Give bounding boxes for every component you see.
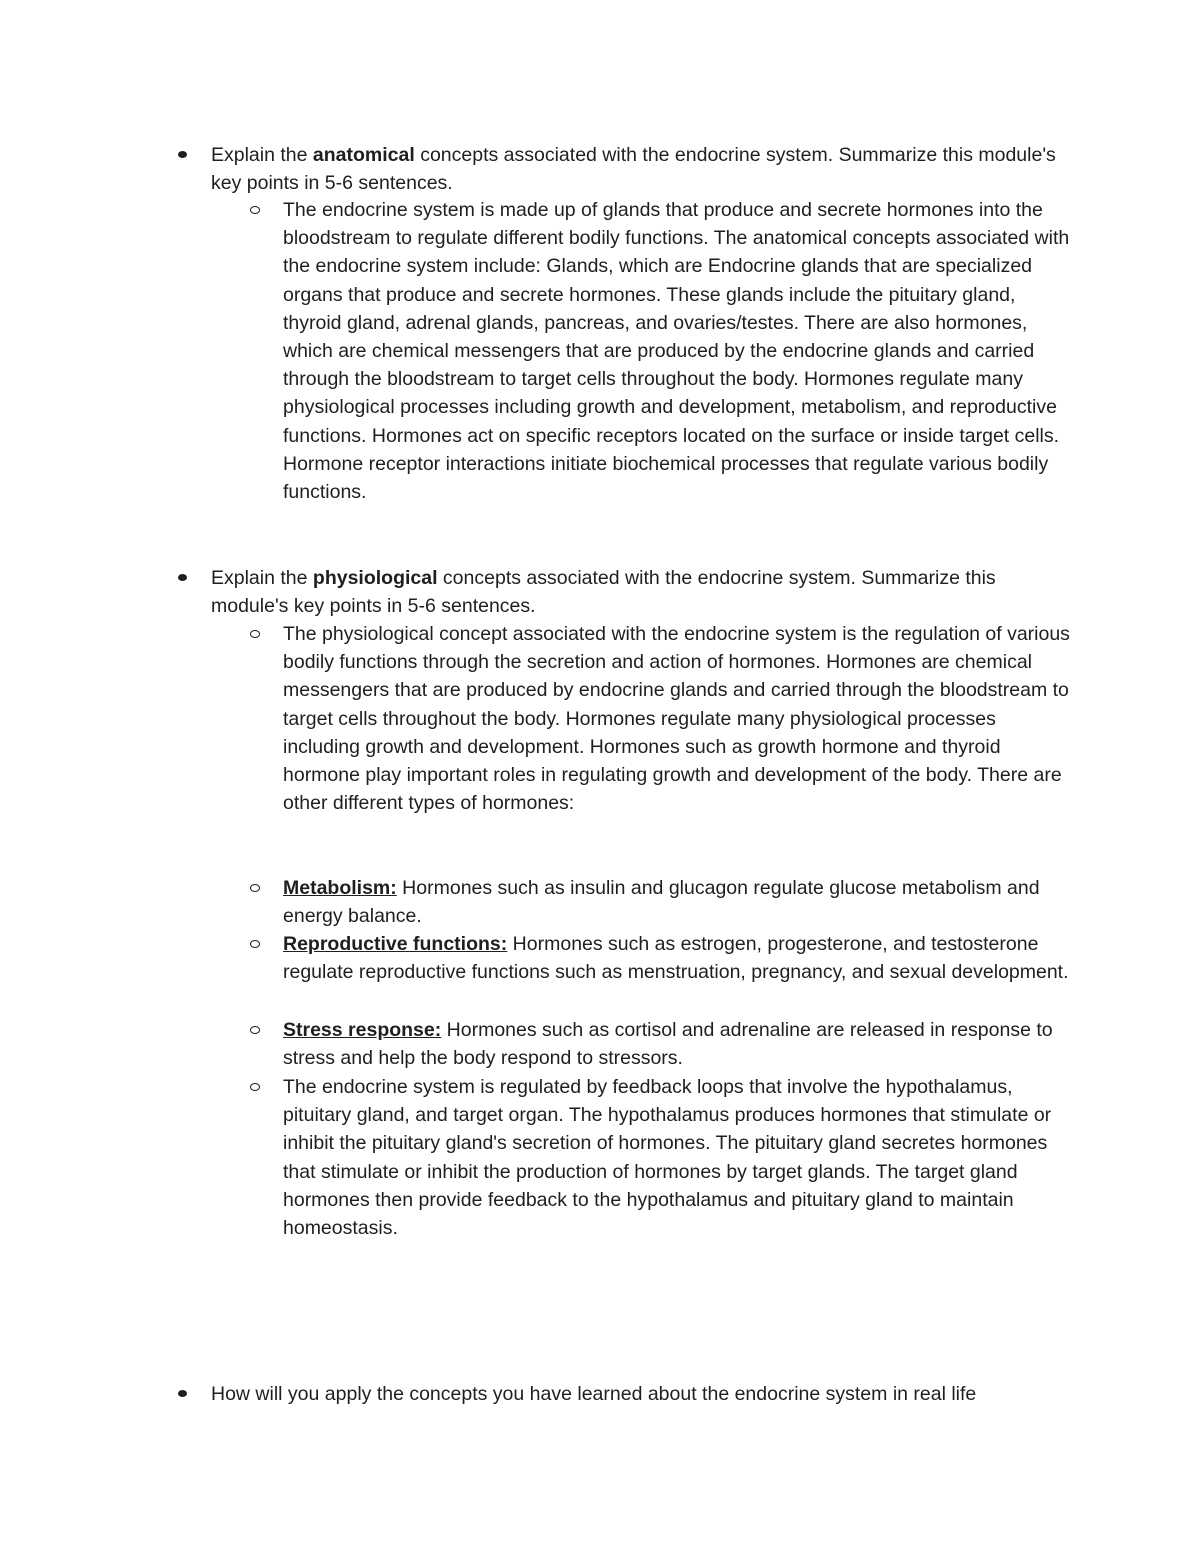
hormone-type-text: Hormones such as estrogen, progesterone, and testosterone regulate reproductive functions such as menstruation, pregnancy, and sexual development. bbox=[283, 933, 1069, 984]
answer-text: The physiological concept associated with the endocrine system is the regulation of various bodily functions through the secretion and action of hormones. Hormones are chemical messengers that are produced by endocrine glands and carried through the bloodstream to target cells throughout the body. Hormones regulate many physiological processes including growth and development. Hormones such as growth hormone and thyroid hormone play important roles in regulating growth and development of the body. There are other different types of hormones: bbox=[283, 623, 1070, 815]
bullet-icon bbox=[178, 1390, 187, 1397]
question-application bbox=[211, 1380, 1071, 1408]
sub-bullet-icon bbox=[250, 1083, 260, 1091]
hormone-type-term: Reproductive functions: bbox=[283, 933, 508, 955]
hormone-type-text: Hormones such as insulin and glucagon regulate glucose metabolism and energy balance. bbox=[283, 877, 1040, 928]
question-keyword: physiological bbox=[312, 567, 438, 589]
question-keyword: anatomical bbox=[312, 144, 415, 166]
hormone-type-reproductive bbox=[283, 930, 1073, 986]
question-suffix: concepts associated with the endocrine system. Summarize this module's key points in 5-6 sentences. bbox=[211, 144, 1056, 195]
question-prefix: Explain the bbox=[211, 144, 313, 166]
sub-bullet-icon bbox=[250, 940, 260, 948]
sub-bullet-icon bbox=[250, 630, 260, 638]
answer-feedback-loops bbox=[283, 1073, 1073, 1242]
question-suffix: concepts associated with the endocrine system. Summarize this module's key points in 5-6 sentences. bbox=[211, 567, 996, 618]
hormone-type-text: Hormones such as cortisol and adrenaline are released in response to stress and help the body respond to stressors. bbox=[283, 1019, 1053, 1070]
bullet-icon bbox=[178, 574, 187, 581]
hormone-type-stress bbox=[283, 1016, 1073, 1072]
hormone-type-term: Stress response: bbox=[283, 1019, 442, 1041]
answer-anatomical bbox=[283, 196, 1073, 506]
question-text: How will you apply the concepts you have learned about the endocrine system in real life bbox=[211, 1383, 977, 1405]
question-anatomical bbox=[211, 141, 1071, 197]
bullet-icon bbox=[178, 151, 187, 158]
sub-bullet-icon bbox=[250, 206, 260, 214]
sub-bullet-icon bbox=[250, 884, 260, 892]
question-physiological bbox=[211, 564, 1071, 620]
hormone-type-metabolism bbox=[283, 874, 1073, 930]
answer-physiological bbox=[283, 620, 1073, 817]
answer-text: The endocrine system is made up of glands that produce and secrete hormones into the bloodstream to regulate different bodily functions. The anatomical concepts associated with the endocrine system include: Glands, which are Endocrine glands that are specialized organs that produce and secrete hormones. These glands include the pituitary gland, thyroid gland, adrenal glands, pancreas, and ovaries/testes. There are also hormones, which are chemical messengers that are produced by the endocrine glands and carried through the bloodstream to target cells throughout the body. Hormones regulate many physiological processes including growth and development, metabolism, and reproductive functions. Hormones act on specific receptors located on the surface or inside target cells. Hormone receptor interactions initiate biochemical processes that regulate various bodily functions. bbox=[283, 199, 1070, 504]
answer-text: The endocrine system is regulated by feedback loops that involve the hypothalamus, pituitary gland, and target organ. The hypothalamus produces hormones that stimulate or inhibit the pituitary gland's secretion of hormones. The pituitary gland secretes hormones that stimulate or inhibit the production of hormones by target glands. The target gland hormones then provide feedback to the hypothalamus and pituitary gland to maintain homeostasis. bbox=[283, 1076, 1052, 1240]
question-prefix: Explain the bbox=[211, 567, 313, 589]
hormone-type-term: Metabolism: bbox=[283, 877, 397, 899]
sub-bullet-icon bbox=[250, 1026, 260, 1034]
